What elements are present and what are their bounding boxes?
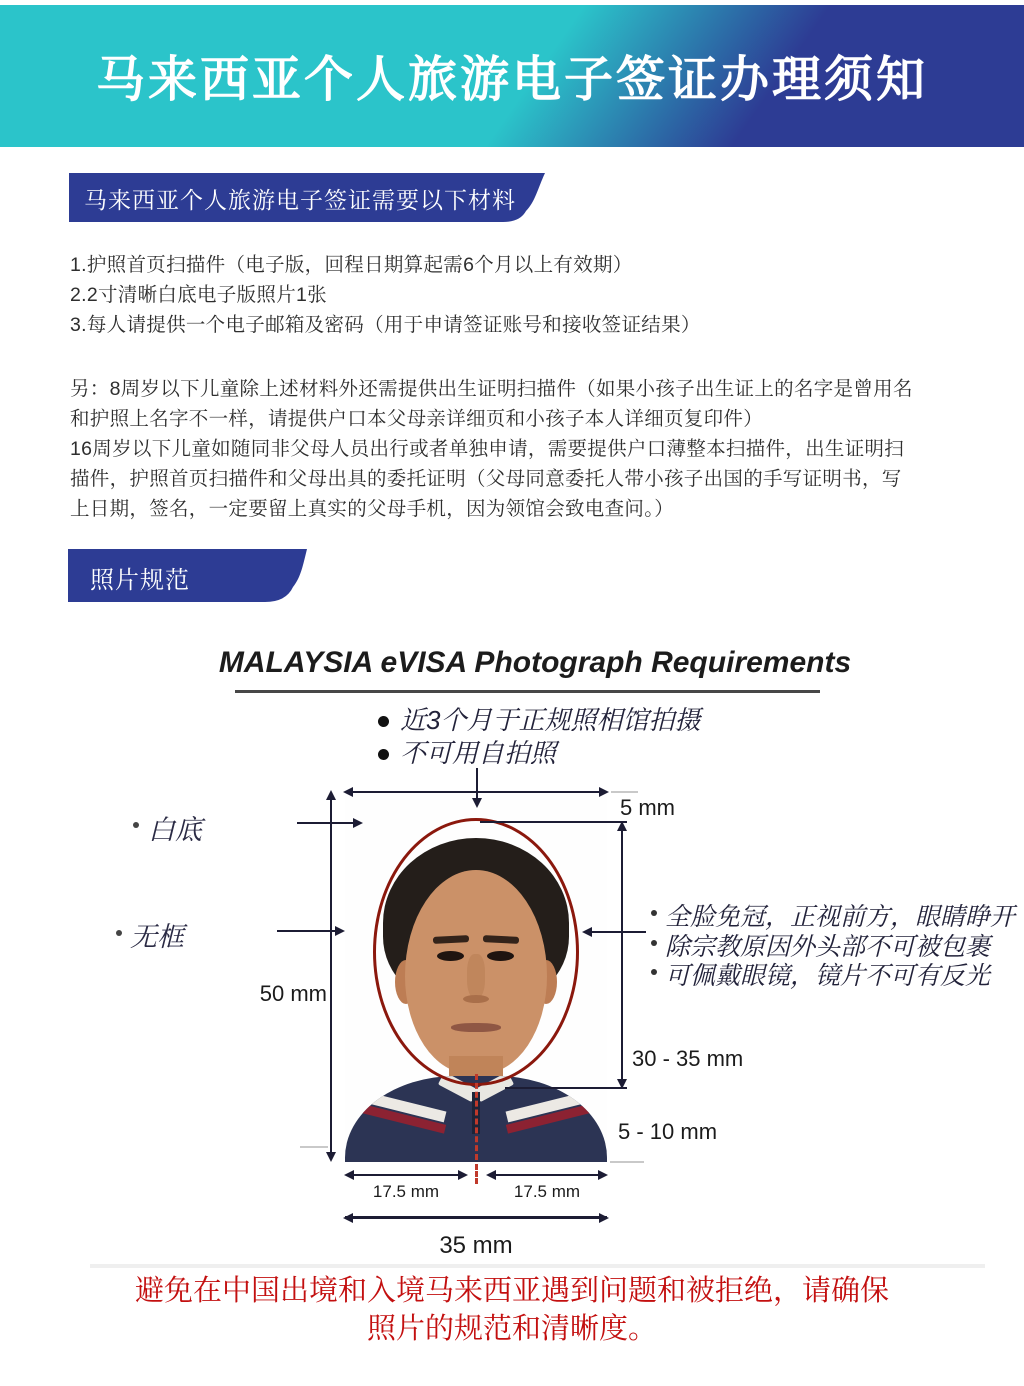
page-title: 马来西亚个人旅游电子签证办理须知 <box>95 53 928 107</box>
right-bullet-text: 可佩戴眼镜，镜片不可有反光 <box>665 962 991 990</box>
face-oval-guide <box>373 818 579 1086</box>
diagram-title-underline <box>235 690 820 693</box>
white-bg-arrow <box>297 822 361 824</box>
warning-line: 避免在中国出境和入境马来西亚遇到问题和被拒绝，请确保 <box>134 1275 889 1307</box>
children-note-line: 描件，护照首页扫描件和父母出具的委托证明（父母同意委托人带小孩子出国的手写证明书，写 <box>70 468 902 490</box>
dim-top-margin-arrow <box>476 768 478 806</box>
dim-label-right-half: 17.5 mm <box>513 1182 581 1201</box>
materials-ribbon-label: 马来西亚个人旅游电子签证需要以下材料 <box>84 187 516 213</box>
material-line: 1.护照首页扫描件（电子版，回程日期算起需6个月以上有效期） <box>70 254 633 276</box>
center-dashed-line <box>475 1074 478 1160</box>
dim-label-photo-height: 50 mm <box>259 981 327 1006</box>
materials-section-ribbon <box>69 173 549 222</box>
warning-line: 照片的规范和清晰度。 <box>366 1313 657 1345</box>
dim-label-left-half: 17.5 mm <box>372 1182 440 1201</box>
photo-spec-ribbon-label: 照片规范 <box>90 567 190 594</box>
children-note-line: 另：8周岁以下儿童除上述材料外还需提供出生证明扫描件（如果小孩子出生证上的名字是曾用名 <box>70 378 913 400</box>
dim-photo-height-arrow <box>330 792 332 1160</box>
arrowhead-down <box>326 1152 336 1162</box>
right-bullet-text: 除宗教原因外头部不可被包裹 <box>665 933 991 961</box>
arrowhead-right <box>353 818 363 828</box>
dim-photo-width-arrow <box>345 1216 607 1219</box>
label-white-background: 白底 <box>148 815 202 845</box>
arrowhead-left <box>344 1170 354 1180</box>
chin-line <box>505 1087 627 1089</box>
bullet-dot <box>378 749 389 760</box>
children-note-line: 和护照上名字不一样，请提供户口本父母亲详细页和小孩子本人详细页复印件） <box>70 408 764 430</box>
arrowhead-down <box>472 798 482 808</box>
material-line: 3.每人请提供一个电子邮箱及密码（用于申请签证账号和接收签证结果） <box>70 314 701 336</box>
arrowhead-up <box>326 790 336 800</box>
materials-text-block <box>70 250 970 524</box>
faint-tick <box>611 791 638 793</box>
faint-tick <box>300 1146 328 1148</box>
head-top-line <box>480 821 627 823</box>
bullet-dot <box>133 822 139 828</box>
arrowhead-left <box>343 787 353 797</box>
diagram-title: MALAYSIA eVISA Photograph Requirements <box>218 646 852 679</box>
photo-spec-section-ribbon <box>68 549 307 602</box>
bullet-dot <box>116 930 122 936</box>
bullet-dot <box>378 716 389 727</box>
label-no-frame: 无框 <box>130 922 184 952</box>
children-note-line: 16周岁以下儿童如随同非父母人员出行或者单独申请，需要提供户口薄整本扫描件，出生证明扫 <box>70 438 905 460</box>
warning-text <box>0 1272 1024 1348</box>
arrowhead-right <box>599 1213 609 1223</box>
top-bullet-text: 不可用自拍照 <box>400 738 557 768</box>
face-annotation-arrow <box>584 931 646 933</box>
arrowhead-left <box>582 927 592 937</box>
arrowhead-left <box>343 1213 353 1223</box>
bullet-dot <box>651 940 657 946</box>
photo-requirements-diagram <box>90 618 1020 1270</box>
bullet-dot <box>651 969 657 975</box>
top-bullet-text: 近3个月于正规照相馆拍摄 <box>400 705 701 735</box>
paragraph-gap <box>70 340 970 374</box>
arrowhead-right <box>458 1170 468 1180</box>
image-bottom-edge <box>90 1264 985 1268</box>
arrowhead-left <box>486 1170 496 1180</box>
no-frame-arrow <box>277 930 343 932</box>
material-line: 2.2寸清晰白底电子版照片1张 <box>70 284 327 306</box>
arrowhead-right <box>598 1170 608 1180</box>
dim-right-half-arrow <box>488 1174 606 1176</box>
faint-tick <box>610 1161 644 1163</box>
dim-left-half-arrow <box>346 1174 466 1176</box>
right-bullet-text: 全脸免冠，正视前方，眼睛睁开 <box>665 903 1016 931</box>
portrait-photo <box>345 792 607 1162</box>
arrowhead-right <box>335 926 345 936</box>
dim-label-chin-bottom: 5 - 10 mm <box>618 1119 718 1144</box>
header-banner <box>0 5 1024 147</box>
bullet-dot <box>651 910 657 916</box>
center-dashed-line-below <box>475 1164 478 1184</box>
dim-label-photo-width: 35 mm <box>439 1232 513 1259</box>
dim-label-head-height: 30 - 35 mm <box>632 1046 744 1071</box>
arrowhead-up <box>617 821 627 831</box>
arrowhead-right <box>599 787 609 797</box>
dim-label-top-margin: 5 mm <box>620 795 675 820</box>
children-note-line: 上日期，签名，一定要留上真实的父母手机，因为领馆会致电查问。） <box>70 498 675 520</box>
dim-head-height-arrow <box>621 823 623 1087</box>
